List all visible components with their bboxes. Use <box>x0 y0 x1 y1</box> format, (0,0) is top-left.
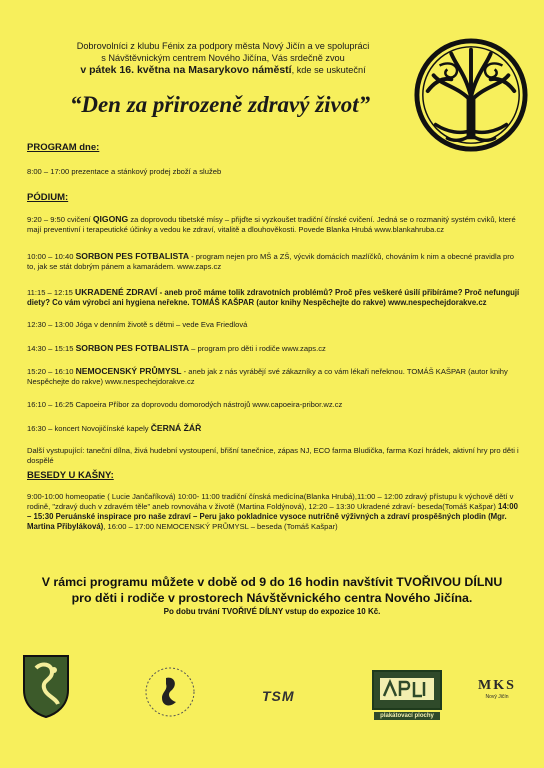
intro-line-3 <box>58 64 388 76</box>
podium-name: NEMOCENSKÝ PRŮMYSL <box>75 366 182 376</box>
city-coat-of-arms-icon <box>22 654 70 718</box>
tsm-logo: TSM <box>262 688 295 704</box>
program-heading: PROGRAM dne: <box>27 142 100 153</box>
podium-time: 11:15 – 12:15 <box>27 288 75 297</box>
podium-text: - program nejen pro MŠ a ZŠ, výcvik domácích mazlíčků, chováním k nim a obecné pravidla pro to, jak se stát dobrým pánem a kamarádem. www.zaps.cz <box>27 252 515 271</box>
tree-of-life-icon <box>412 36 530 154</box>
bottom-line-3: Po dobu trvání TVOŘIVÉ DÍLNY vstup do expozice 10 Kč. <box>163 607 381 616</box>
bottom-line-1: V rámci programu můžete v době od 9 do 16 hodin navštívit TVOŘIVOU DÍLNU <box>41 575 503 589</box>
podium-item-koncert <box>27 423 522 434</box>
podium-name: SORBON PES FOTBALISTA <box>75 343 190 353</box>
plakatovaci-plochy-logo <box>372 670 442 719</box>
podium-text: za doprovodu tibetské mísy – přijďte si vyzkoušet tradiční čínské cvičení. Jedná se o rozmanitý systém cviků, které mají preventivní i terapeutické účinky a vedou ke zdraví, vitalitě a dlouhověkosti. Povede Blanka Hrubá www.blankahruba.cz <box>27 215 516 234</box>
mks-logo-text: MKS <box>478 678 516 693</box>
podium-time: 10:00 – 10:40 <box>27 252 76 261</box>
podium-time: 14:30 – 15:15 <box>27 344 76 353</box>
mks-logo-sub: Nový Jičín <box>485 694 509 700</box>
intro-date-place: v pátek 16. května na Masarykovo náměstí <box>80 64 292 76</box>
besedy-heading: BESEDY U KAŠNY: <box>27 470 114 481</box>
podium-heading: PÓDIUM: <box>27 192 69 203</box>
podium-name: QIGONG <box>92 214 129 224</box>
program-item: 8:00 – 17:00 prezentace a stánkový prodej zboží a služeb <box>27 167 222 176</box>
podium-item-ukradene <box>27 287 522 308</box>
intro-line-1: Dobrovolníci z klubu Fénix za podpory města Nový Jičín a ve spolupráci <box>76 41 370 51</box>
rengl-logo-icon <box>374 672 440 708</box>
podium-time: 15:20 – 16:10 <box>27 367 76 376</box>
plakat-caption: plakátovací plochy <box>374 712 440 720</box>
podium-time: 16:30 – koncert Novojičínské kapely <box>27 424 151 433</box>
podium-time: 16:10 – 16:25 Capoeira Příbor za doprovodu domorodých nástrojů www.capoeira-pribor.wz.cz <box>27 400 343 409</box>
podium-time: 12:30 – 13:00 Jóga v denním životě s dětmi – vede Eva Friedlová <box>27 320 248 329</box>
fenix-club-logo-icon <box>140 662 200 722</box>
intro-line-2: s Návštěvnickým centrem Nového Jičína, Vás srdečně zvou <box>101 53 345 63</box>
bottom-line-2: pro děti i rodiče v prostorech Návštěvnického centra Nového Jičína. <box>71 591 473 605</box>
besedy-text <box>27 492 522 532</box>
besedy-text-2: 14:00 – 15:30 Peruánské inspirace pro naše zdraví – Peru jako pokladnice vysoce nutričně výživných a zdraví prospěšných plodin (Mgr. Martina Přibyláková) <box>27 502 518 531</box>
podium-time: 9:20 – 9:50 cvičení <box>27 215 93 224</box>
podium-item-sorbon-2 <box>27 343 522 354</box>
podium-item-sorbon-1 <box>27 251 522 272</box>
intro-text <box>58 40 388 76</box>
podium-item-joga <box>27 320 522 330</box>
besedy-text-3: , 16:00 – 17:00 NEMOCENSKÝ PRŮMYSL – beseda (Tomáš Kašpar) <box>103 522 338 531</box>
podium-item-capoeira <box>27 400 522 410</box>
podium-item-qigong <box>27 214 522 235</box>
podium-name: ČERNÁ ŽÁŘ <box>150 423 202 433</box>
tvoriva-dilna-info <box>20 574 524 618</box>
podium-name: UKRADENÉ ZDRAVÍ <box>75 287 158 297</box>
podium-text: - aneb proč máme tolik zdravotních problémů? Proč přes veškeré úsilí přibíráme? Proč nefungují diety? Co vám výrobci ani hygiena neřekne. TOMÁŠ KAŠPAR (autor knihy Nespěchejte do rakve) www.nespechejdorakve.cz <box>27 288 520 307</box>
mks-logo <box>462 678 532 700</box>
podium-item-dalsi <box>27 446 522 466</box>
podium-item-nemocensky <box>27 366 522 387</box>
podium-text: – program pro děti i rodiče www.zaps.cz <box>189 344 326 353</box>
podium-name: SORBON PES FOTBALISTA <box>75 251 190 261</box>
event-title: “Den za přirozeně zdravý život” <box>69 92 371 117</box>
podium-text: - aneb jak z nás vyrábějí své zákazníky a co vám lékaři neřeknou. TOMÁŠ KAŠPAR (autor knihy Nespěchejte do rakve) www.nespechejdorakve.cz <box>27 367 508 386</box>
podium-time: Další vystupující: taneční dílna, živá hudební vystoupení, břišní tanečnice, zápas NJ, ECO farma Bludička, farma Kozí hrádek, aktivní hry pro děti i dospělé <box>27 446 519 465</box>
intro-line-3-rest: , kde se uskuteční <box>291 65 366 75</box>
besedy-text-1: 9:00-10:00 homeopatie ( Lucie Jančaříková) 10:00- 11:00 tradiční čínská medicína(Blanka Hrubá),11:00 – 12:00 zdravý přístupu k výchově dětí v rodině, "zdravý duch v zdravém těle" aneb rovnováha v životě (Martina Foldýnová), 12:20 – 13:30 Ukradené zdraví- beseda(Tomáš Kašpar) <box>27 492 514 511</box>
